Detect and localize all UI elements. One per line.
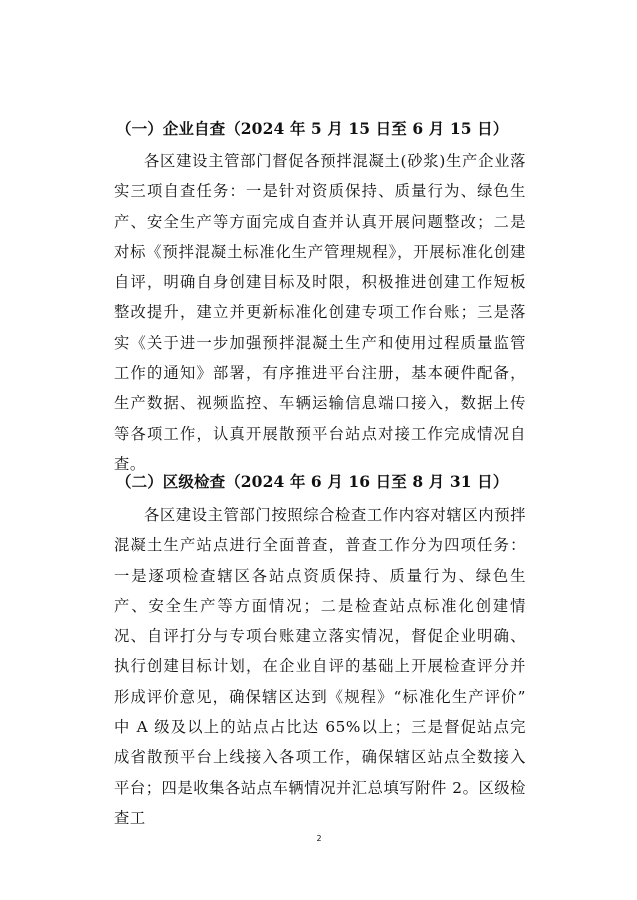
section-1-paragraph: 各区建设主管部门督促各预拌混凝土(砂浆)生产企业落实三项自查任务：一是针对资质保持、质量行为、绿色生产、安全生产等方面完成自查并认真开展问题整改；二是对标《预拌混凝土标准化生产管理规程》，开展标准化创建自评，明确自身创建目标及时限，积极推进创建工作短板整改提升，建立并更新标准化创建专项工作台账；三是落实《关于进一步加强预拌混凝土生产和使用过程质量监管工作的通知》部署，有序推进平台注册，基本硬件配备，生产数据、视频监控、车辆运输信息端口接入，数据上传等各项工作，认真开展散预平台站点对接工作完成情况自查。 [114,152,526,473]
page-number: 2 [316,834,322,843]
section-1-heading: （一）企业自查（2024 年 5 月 15 日至 6 月 15 日） [116,119,509,138]
section-2-paragraph: 各区建设主管部门按照综合检查工作内容对辖区内预拌混凝土生产站点进行全面普查，普查工作分为四项任务：一是逐项检查辖区各站点资质保持、质量行为、绿色生产、安全生产等方面情况；二是检查站点标准化创建情况、自评打分与专项台账建立落实情况，督促企业明确、执行创建目标计划，在企业自评的基础上开展检查评分并形成评价意见，确保辖区达到《规程》“标准化生产评价” 中 A 级及以上的站点占比达 65%以上；三是督促站点完成省散预平台上线接入各项工作，确保辖区站点全数接入平台；四是收集各站点车辆情况并汇总填写附件 2。区级检查工 [114,506,526,827]
section-2-heading: （二）区级检查（2024 年 6 月 16 日至 8 月 31 日） [116,472,509,491]
